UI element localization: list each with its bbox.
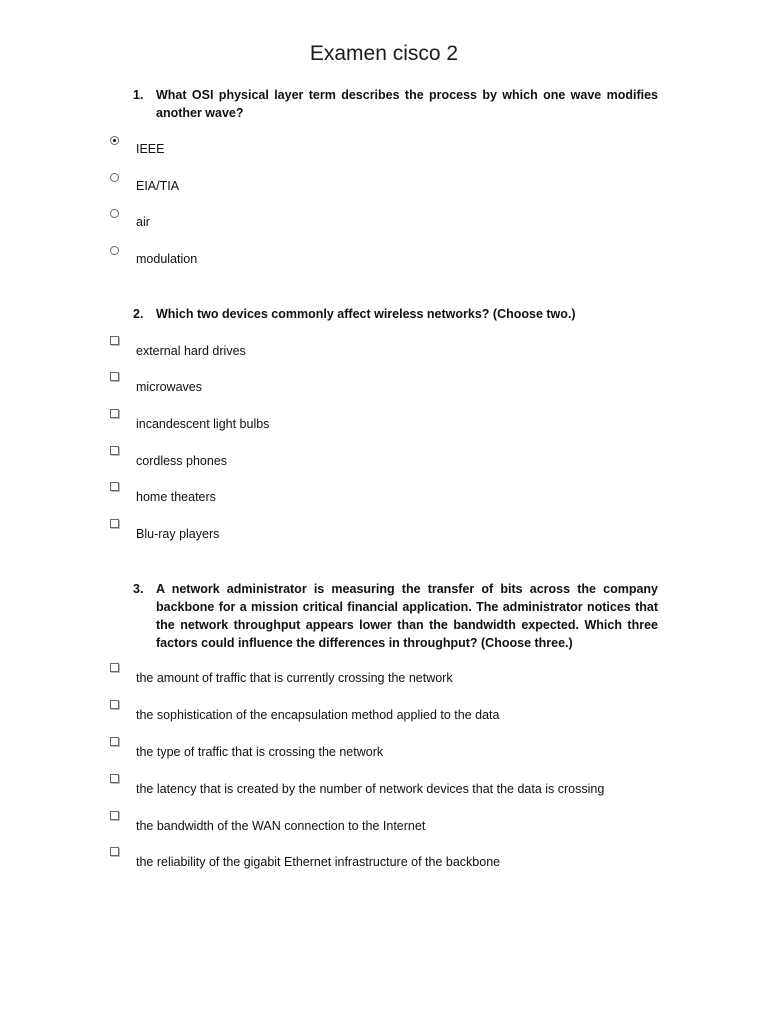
option-label: the bandwidth of the WAN connection to the Internet — [136, 819, 426, 833]
q2-option-2[interactable] — [110, 376, 710, 396]
page-title: Examen cisco 2 — [309, 42, 459, 65]
q1-option-eia-tia[interactable] — [110, 175, 710, 195]
option-label: air — [136, 215, 150, 229]
question-number: 3. — [133, 582, 144, 596]
checkbox[interactable] — [110, 372, 119, 381]
q3-option-5[interactable] — [110, 815, 710, 835]
option-label: the amount of traffic that is currently crossing the network — [136, 671, 453, 685]
q2-option-5[interactable] — [110, 486, 710, 506]
q3-option-1[interactable] — [110, 667, 710, 687]
checkbox[interactable] — [110, 482, 119, 491]
option-label: home theaters — [136, 490, 216, 504]
checkbox[interactable] — [110, 409, 119, 418]
checkbox[interactable] — [110, 847, 119, 856]
question-text: What OSI physical layer term describes the process by which one wave modifies another wave? — [156, 88, 658, 120]
checkbox[interactable] — [110, 700, 119, 709]
option-label: external hard drives — [136, 344, 246, 358]
option-label: Blu-ray players — [136, 527, 220, 541]
option-label: the latency that is created by the number of network devices that the data is crossing — [136, 782, 605, 796]
option-label: the type of traffic that is crossing the network — [136, 745, 384, 759]
question-number: 2. — [133, 307, 144, 321]
option-label: the reliability of the gigabit Ethernet infrastructure of the backbone — [136, 855, 501, 869]
q1-option-ieee[interactable] — [110, 138, 710, 158]
checkbox[interactable] — [110, 774, 119, 783]
radio-button[interactable] — [110, 209, 119, 218]
checkbox[interactable] — [110, 737, 119, 746]
question-text: A network administrator is measuring the transfer of bits across the company backbone for a mission critical financial application. The administrator notices that the network throughput appears lower than the bandwidth expected. Which three factors could influence the differences in throughput? (Choose three.) — [156, 582, 658, 650]
checkbox[interactable] — [110, 336, 119, 345]
q3-option-3[interactable] — [110, 741, 710, 761]
option-label: incandescent light bulbs — [136, 417, 270, 431]
question-3 — [133, 580, 658, 652]
radio-button-selected[interactable] — [110, 136, 119, 145]
q3-option-6[interactable] — [110, 851, 710, 871]
option-label: EIA/TIA — [136, 179, 180, 193]
option-label: cordless phones — [136, 454, 228, 468]
option-label: the sophistication of the encapsulation method applied to the data — [136, 708, 500, 722]
option-label: IEEE — [136, 142, 165, 156]
q3-option-2[interactable] — [110, 704, 710, 724]
q2-option-3[interactable] — [110, 413, 710, 433]
question-2 — [133, 305, 658, 323]
option-label: modulation — [136, 252, 198, 266]
q1-option-modulation[interactable] — [110, 248, 710, 268]
option-label: microwaves — [136, 380, 202, 394]
radio-button[interactable] — [110, 246, 119, 255]
radio-button[interactable] — [110, 173, 119, 182]
checkbox[interactable] — [110, 446, 119, 455]
q1-option-air[interactable] — [110, 211, 710, 231]
q2-option-6[interactable] — [110, 523, 710, 543]
q2-option-1[interactable] — [110, 340, 710, 360]
q3-option-4[interactable] — [110, 778, 710, 798]
q2-option-4[interactable] — [110, 450, 710, 470]
question-number: 1. — [133, 88, 144, 102]
question-text: Which two devices commonly affect wireless networks? (Choose two.) — [156, 307, 576, 321]
checkbox[interactable] — [110, 519, 119, 528]
checkbox[interactable] — [110, 663, 119, 672]
question-1 — [133, 86, 658, 122]
checkbox[interactable] — [110, 811, 119, 820]
